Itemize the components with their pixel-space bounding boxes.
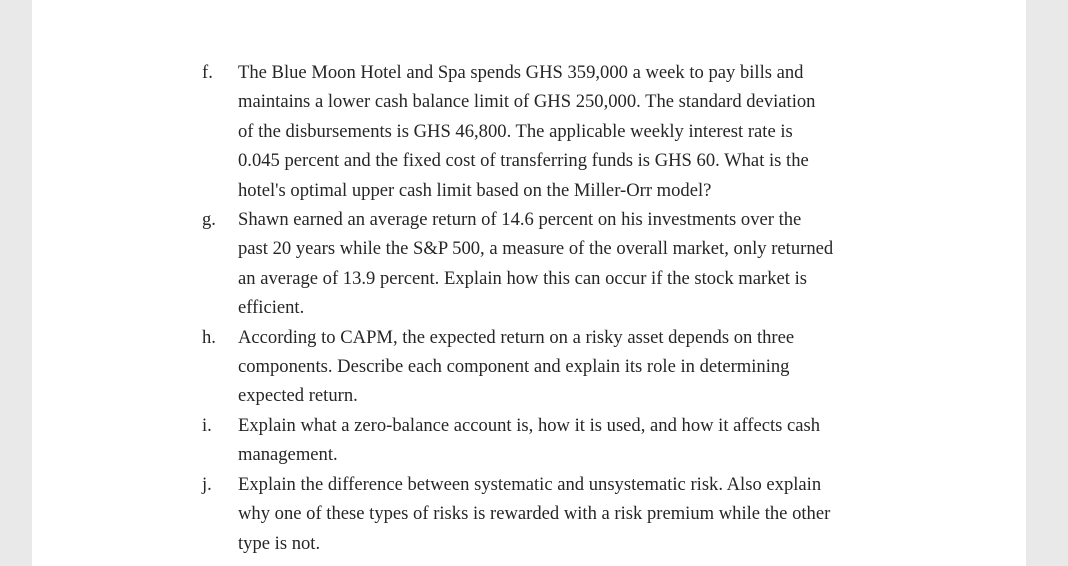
question-line: components. Describe each component and explain its role in determining <box>238 356 790 378</box>
question-line: why one of these types of risks is rewarded with a risk premium while the other <box>238 503 831 525</box>
question-marker: g. <box>202 209 216 231</box>
question-h <box>202 323 922 411</box>
question-line: efficient. <box>238 297 305 319</box>
question-line: an average of 13.9 percent. Explain how this can occur if the stock market is <box>238 267 807 289</box>
question-line: type is not. <box>238 532 321 554</box>
question-line: hotel's optimal upper cash limit based on the Miller-Orr model? <box>238 179 712 201</box>
question-text <box>238 470 922 558</box>
question-g <box>202 205 922 323</box>
question-marker: f. <box>202 62 213 83</box>
question-text <box>238 323 922 411</box>
question-line: Shawn earned an average return of 14.6 percent on his investments over the <box>238 209 802 231</box>
question-line: expected return. <box>238 385 358 407</box>
question-text <box>238 411 922 470</box>
question-marker: i. <box>202 414 212 436</box>
question-marker: h. <box>202 326 216 348</box>
question-j <box>202 470 922 558</box>
question-line: management. <box>238 444 338 466</box>
question-text <box>238 205 922 323</box>
question-list <box>202 58 922 558</box>
question-line: According to CAPM, the expected return on a risky asset depends on three <box>238 326 795 348</box>
question-marker: j. <box>202 473 212 495</box>
question-line: Explain what a zero-balance account is, how it is used, and how it affects cash <box>238 414 821 436</box>
question-line: past 20 years while the S&P 500, a measure of the overall market, only returned <box>238 238 834 260</box>
question-line: Explain the difference between systematic and unsystematic risk. Also explain <box>238 473 822 495</box>
question-line: maintains a lower cash balance limit of GHS 250,000. The standard deviation <box>238 91 816 113</box>
question-i <box>202 411 922 470</box>
question-text <box>238 58 922 205</box>
question-f <box>202 58 922 205</box>
document-page <box>32 0 1026 566</box>
question-line: of the disbursements is GHS 46,800. The applicable weekly interest rate is <box>238 120 793 142</box>
question-line: 0.045 percent and the fixed cost of transferring funds is GHS 60. What is the <box>238 150 809 172</box>
question-line: The Blue Moon Hotel and Spa spends GHS 359,000 a week to pay bills and <box>238 62 804 83</box>
